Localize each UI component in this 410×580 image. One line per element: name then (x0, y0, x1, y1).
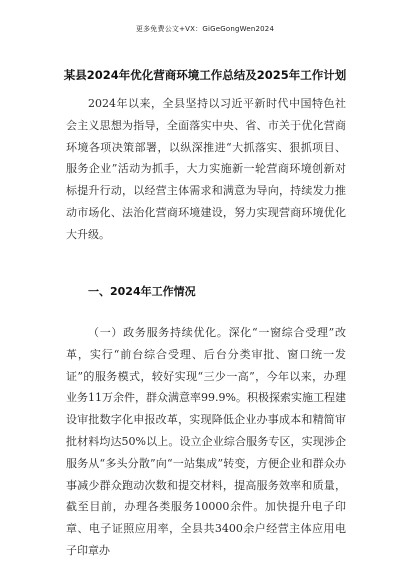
section-heading: 一、2024年工作情况 (88, 285, 196, 298)
document-title: 某县2024年优化营商环境工作总结及2025年工作计划 (63, 68, 347, 82)
header-note: 更多免费公文+VX：GiGeGongWen2024 (135, 25, 275, 33)
intro-paragraph: 2024年以来，全县坚持以习近平新时代中国特色社会主义思想为指导，全面落实中央、省、市关于优化营商环境各项决策部署，以纵深推进“大抓落实、狠抓项目、服务企业”活动为抓手，大力实施新一轮营商环境创新对标提升行动，以经营主体需求和满意为导向，持续发力推动市场化、法治化营商环境建设，努力实现营商环境优化大升级。 (66, 97, 346, 241)
section-paragraph: （一）政务服务持续优化。深化“一窗综合受理”改革，实行“前台综合受理、后台分类审批、窗口统一发证”的服务模式，较好实现“三少一高”，今年以来，办理业务11万余件，群众满意率99.9%。积极探索实施工程建设审批数字化申报改革，实现降低企业办事成本和精简审批材料均达50%以上。设立企业综合服务专区，实现涉企服务从“多头分散”向“一站集成”转变，方便企业和群众办事减少群众跑动次数和提交材料，提高服务效率和质量，截至目前，办理各类服务10000余件。加快提升电子印章、电子证照应用率，全县共3400余户经营主体应用电子印章办 (66, 326, 346, 557)
